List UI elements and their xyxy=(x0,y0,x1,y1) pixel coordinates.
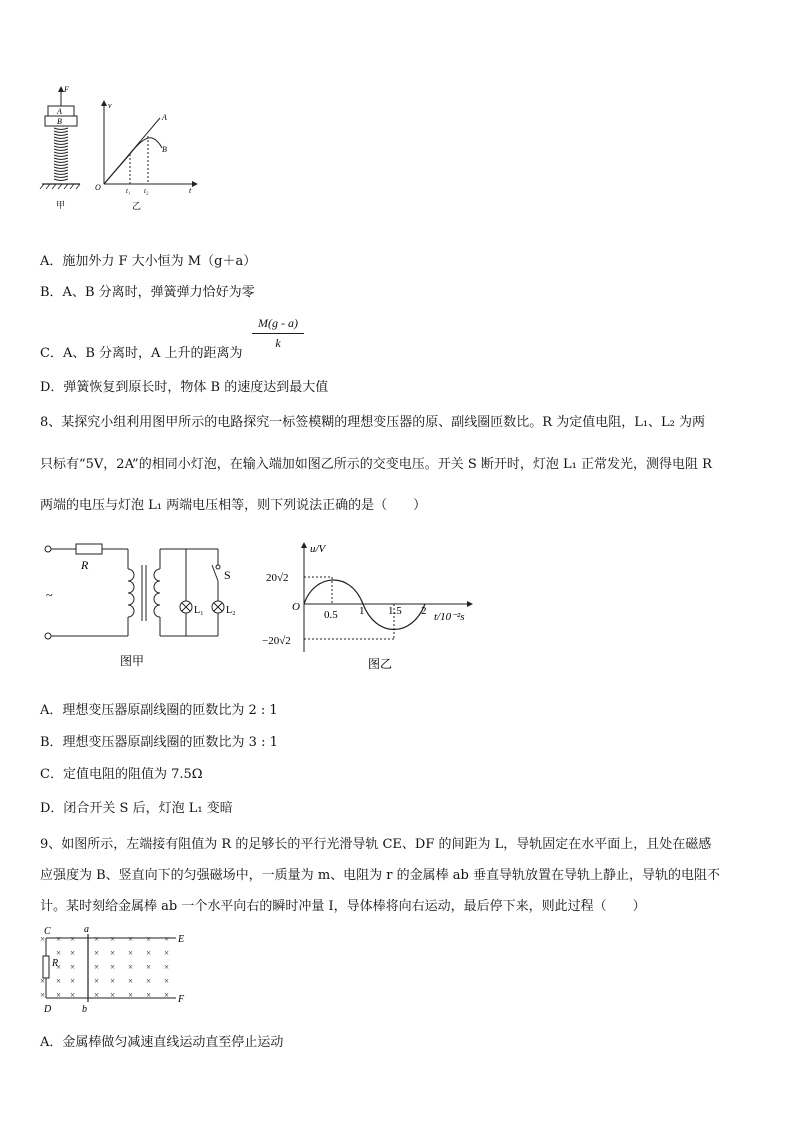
q8-stem-line2: 只标有“5V，2A”的相同小灯泡，在输入端加如图乙所示的交变电压。开关 S 断开时，灯泡 L₁ 正常发光，测得电阻 R xyxy=(40,457,712,472)
field-cross: × xyxy=(70,962,76,972)
field-cross: × xyxy=(164,976,170,986)
curve-b-label: B xyxy=(162,145,167,154)
resistor-label: R xyxy=(81,558,89,572)
fraction-numerator: M(g - a) xyxy=(252,316,304,334)
q9-stem-line2: 应强度为 B、竖直向下的匀强磁场中，一质量为 m、电阻为 r 的金属棒 ab 垂直导轨放置在导轨上静止，导轨的电阻不 xyxy=(40,868,720,883)
field-cross: × xyxy=(110,976,116,986)
field-cross: × xyxy=(164,934,170,944)
field-cross: × xyxy=(146,948,152,958)
field-cross: × xyxy=(40,934,46,944)
field-cross: × xyxy=(146,934,152,944)
vt-graph-yi xyxy=(92,96,202,216)
field-cross: × xyxy=(110,962,116,972)
point-d: D xyxy=(44,1004,52,1015)
t-axis-unit: t/10⁻²s xyxy=(434,611,465,623)
point-a: a xyxy=(84,924,89,935)
circuit-figure-jia xyxy=(36,535,256,675)
ac-source-symbol: ~ xyxy=(46,588,53,602)
curve-b xyxy=(104,138,162,184)
field-cross: × xyxy=(40,990,46,1000)
q8-option-d: D．闭合开关 S 后，灯泡 L₁ 变暗 xyxy=(40,801,233,816)
field-cross: × xyxy=(110,990,116,1000)
field-cross: × xyxy=(70,990,76,1000)
q8-stem-line1: 8、某探究小组利用图甲所示的电路探究一标签模糊的理想变压器的原、副线圈匝数比。R 为定值电阻，L₁、L₂ 为两 xyxy=(40,415,706,430)
q9-stem-line1: 9、如图所示，左端接有阻值为 R 的足够长的平行光滑导轨 CE、DF 的间距为 L，导轨固定在水平面上，且处在磁感 xyxy=(40,837,712,852)
field-cross: × xyxy=(40,976,46,986)
q8-option-b: B．理想变压器原副线圈的匝数比为 3 : 1 xyxy=(40,735,278,750)
point-e: E xyxy=(178,934,185,945)
primary-coil xyxy=(128,569,134,617)
fraction-denominator: k xyxy=(275,336,281,350)
field-cross: × xyxy=(70,934,76,944)
field-cross: × xyxy=(128,934,134,944)
field-cross: × xyxy=(56,948,62,958)
q9-option-a: A．金属棒做匀减速直线运动直至停止运动 xyxy=(40,1035,284,1050)
rail-figure xyxy=(36,922,196,1017)
u-max-label: 20√2 xyxy=(266,572,289,584)
switch-s xyxy=(212,565,218,581)
tick-1: 1 xyxy=(359,605,365,617)
block-a-label: A xyxy=(57,107,62,116)
caption-graph: 图乙 xyxy=(368,657,393,671)
field-cross: × xyxy=(56,962,62,972)
q8-option-c: C．定值电阻的阻值为 7.5Ω xyxy=(40,767,203,782)
field-cross: × xyxy=(164,948,170,958)
t-axis-label: t xyxy=(189,186,192,195)
caption-jia: 甲 xyxy=(56,200,66,210)
point-f: F xyxy=(178,994,185,1005)
field-cross: × xyxy=(94,934,100,944)
spring-figure-jia xyxy=(34,84,84,214)
field-cross: × xyxy=(110,948,116,958)
field-cross: × xyxy=(70,976,76,986)
point-b: b xyxy=(82,1004,87,1015)
spring xyxy=(54,128,68,181)
field-cross: × xyxy=(128,962,134,972)
q7-option-d: D．弹簧恢复到原长时，物体 B 的速度达到最大值 xyxy=(40,380,329,395)
field-cross: × xyxy=(164,962,170,972)
field-cross: × xyxy=(128,976,134,986)
block-b-label: B xyxy=(57,117,62,126)
field-cross: × xyxy=(146,976,152,986)
sine-curve xyxy=(304,580,425,630)
lamp-l2-label: L₂ xyxy=(226,605,236,616)
caption-circuit: 图甲 xyxy=(120,654,145,668)
resistor-r xyxy=(43,956,49,978)
magnetic-field-crosses xyxy=(40,934,169,1000)
field-cross: × xyxy=(164,990,170,1000)
field-cross: × xyxy=(110,934,116,944)
tick-0-5: 0.5 xyxy=(324,609,338,621)
q8-stem-line3: 两端的电压与灯泡 L₁ 两端电压相等，则下列说法正确的是（ ） xyxy=(40,498,427,513)
q7-option-a: A．施加外力 F 大小恒为 M（g＋a） xyxy=(40,254,257,269)
force-label: F xyxy=(64,85,69,94)
q7-option-c-fraction xyxy=(252,316,304,351)
tick-1-5: 1.5 xyxy=(388,605,402,617)
field-cross: × xyxy=(56,990,62,1000)
field-cross: × xyxy=(128,948,134,958)
field-cross: × xyxy=(56,934,62,944)
u-min-label: −20√2 xyxy=(262,635,291,647)
t2-label: t₂ xyxy=(144,187,149,195)
origin-label: O xyxy=(95,183,101,192)
point-c: C xyxy=(44,926,51,937)
field-cross: × xyxy=(56,976,62,986)
caption-yi: 乙 xyxy=(132,201,142,211)
field-cross: × xyxy=(94,990,100,1000)
u-axis-label: u/V xyxy=(310,543,326,555)
field-cross: × xyxy=(94,976,100,986)
q9-stem-line3: 计。某时刻给金属棒 ab 一个水平向右的瞬时冲量 I，导体棒将向右运动，最后停下来，则此过程（ ） xyxy=(40,899,646,914)
v-axis-label: v xyxy=(108,101,112,110)
tick-2: 2 xyxy=(421,605,427,617)
q7-option-c: C．A、B 分离时，A 上升的距离为 xyxy=(40,346,243,361)
resistor-label: R xyxy=(52,958,59,969)
field-cross: × xyxy=(70,948,76,958)
field-cross: × xyxy=(94,962,100,972)
q8-option-a: A．理想变压器原副线圈的匝数比为 2 : 1 xyxy=(40,703,278,718)
origin-o: O xyxy=(292,601,300,613)
switch-label: S xyxy=(224,568,231,582)
line-a-label: A xyxy=(162,113,167,122)
secondary-coil xyxy=(154,569,160,617)
lamp-l1-label: L₁ xyxy=(194,605,204,616)
q7-option-b: B．A、B 分离时，弹簧弹力恰好为零 xyxy=(40,285,255,300)
ut-graph-yi xyxy=(262,540,502,680)
field-cross: × xyxy=(128,990,134,1000)
t1-label: t₁ xyxy=(126,187,131,195)
field-cross: × xyxy=(94,948,100,958)
field-cross: × xyxy=(146,990,152,1000)
resistor-r xyxy=(76,544,102,554)
field-cross: × xyxy=(146,962,152,972)
